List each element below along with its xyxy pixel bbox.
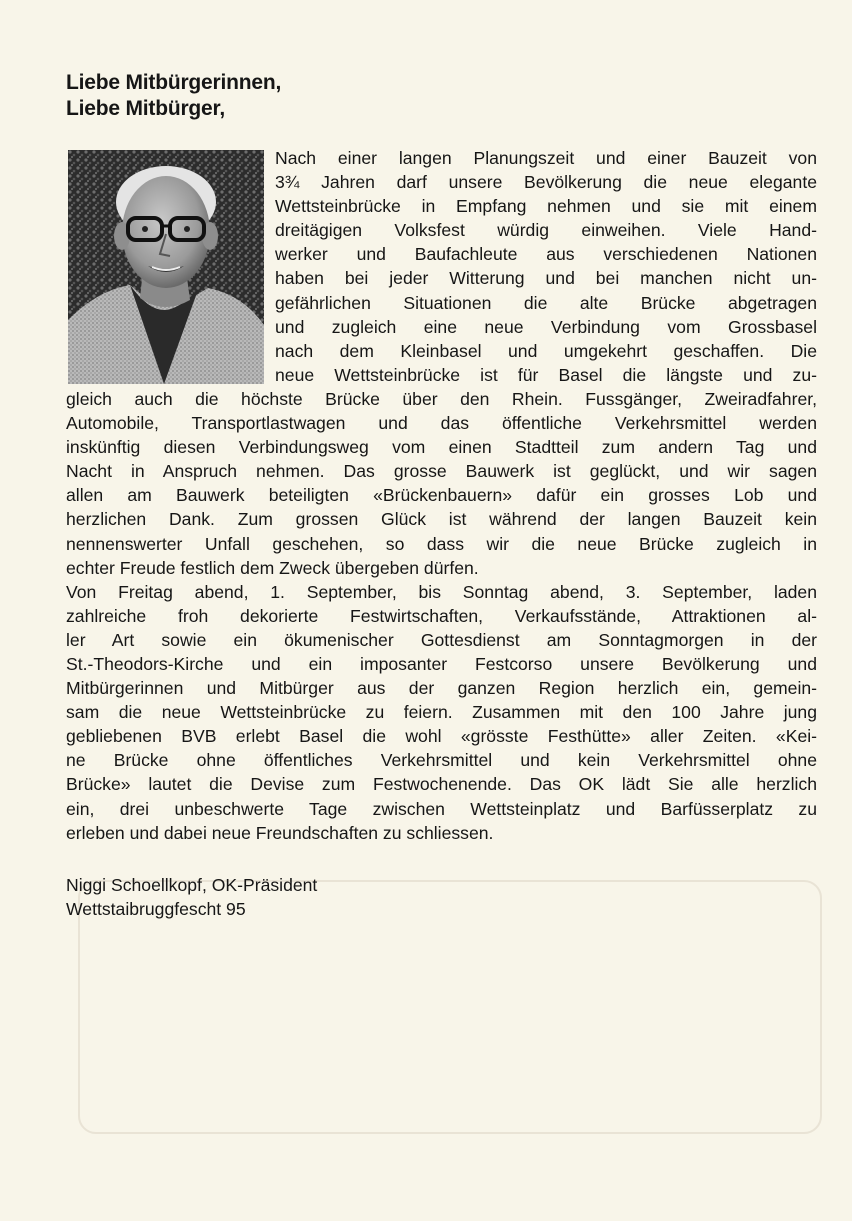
body-line: nennenswerter Unfall geschehen, so dass wir die neue Brücke zugleich in (66, 533, 817, 554)
letter-body (66, 146, 817, 845)
body-line: Wettsteinbrücke in Empfang nehmen und sie mit einem (275, 196, 817, 217)
body-line: gleich auch die höchste Brücke über den Rhein. Fussgänger, Zweiradfahrer, (66, 388, 817, 409)
greeting-line-1: Liebe Mitbürgerinnen, (66, 71, 282, 94)
body-line: dreitägigen Volksfest würdig einweihen. Viele Hand- (275, 220, 817, 241)
body-line: inskünftig diesen Verbindungsweg vom einen Stadtteil zum andern Tag und (66, 437, 817, 458)
body-line: gebliebenen BVB erlebt Basel die wohl «grösste Festhütte» aller Zeiten. «Kei- (66, 726, 817, 747)
body-line: werker und Baufachleute aus verschiedenen Nationen (275, 244, 817, 265)
body-line: sam die neue Wettsteinbrücke zu feiern. Zusammen mit den 100 Jahre jung (66, 702, 817, 723)
body-line: haben bei jeder Witterung und bei manchen nicht un- (275, 268, 817, 289)
body-line: Mitbürgerinnen und Mitbürger aus der ganzen Region herzlich ein, gemein- (66, 678, 817, 699)
greeting-line-2: Liebe Mitbürger, (66, 97, 225, 120)
body-line: herzlichen Dank. Zum grossen Glück ist während der langen Bauzeit kein (66, 509, 817, 530)
body-line: zahlreiche froh dekorierte Festwirtschaften, Verkaufsstände, Attraktionen al- (66, 605, 817, 626)
body-line: ein, drei unbeschwerte Tage zwischen Wettsteinplatz und Barfüsserplatz zu (66, 798, 817, 819)
body-line: gefährlichen Situationen die alte Brücke abgetragen (275, 292, 817, 313)
signature-name: Niggi Schoellkopf, OK-Präsident (66, 875, 318, 895)
body-line: neue Wettsteinbrücke ist für Basel die längste und zu- (275, 364, 817, 385)
body-line: Von Freitag abend, 1. September, bis Sonntag abend, 3. September, laden (66, 581, 817, 602)
body-line: echter Freude festlich dem Zweck übergeben dürfen. (66, 557, 479, 578)
signature-event: Wettstaibruggfescht 95 (66, 899, 246, 919)
body-line: erleben und dabei neue Freundschaften zu schliessen. (66, 822, 494, 843)
body-line: Brücke» lautet die Devise zum Festwochenende. Das OK lädt Sie alle herzlich (66, 774, 817, 795)
body-line: Nacht in Anspruch nehmen. Das grosse Bauwerk ist geglückt, und wir sagen (66, 461, 817, 482)
body-line: St.-Theodors-Kirche und ein imposanter Festcorso unsere Bevölkerung und (66, 653, 817, 674)
body-line: allen am Bauwerk beteiligten «Brückenbauern» dafür ein grosses Lob und (66, 485, 817, 506)
body-line: ne Brücke ohne öffentliches Verkehrsmittel und kein Verkehrsmittel ohne (66, 750, 817, 771)
signature-block (66, 873, 566, 921)
body-line: nach dem Kleinbasel und umgekehrt geschaffen. Die (275, 340, 817, 361)
greeting (66, 70, 566, 122)
body-line: Nach einer langen Planungszeit und einer Bauzeit von (275, 148, 817, 168)
body-line: 3¾ Jahren darf unsere Bevölkerung die neue elegante (275, 172, 817, 193)
body-line: Automobile, Transportlastwagen und das öffentliche Verkehrsmittel werden (66, 413, 817, 434)
body-line: ler Art sowie ein ökumenischer Gottesdienst am Sonntagmorgen in der (66, 629, 817, 650)
body-line: und zugleich eine neue Verbindung vom Grossbasel (275, 316, 817, 337)
